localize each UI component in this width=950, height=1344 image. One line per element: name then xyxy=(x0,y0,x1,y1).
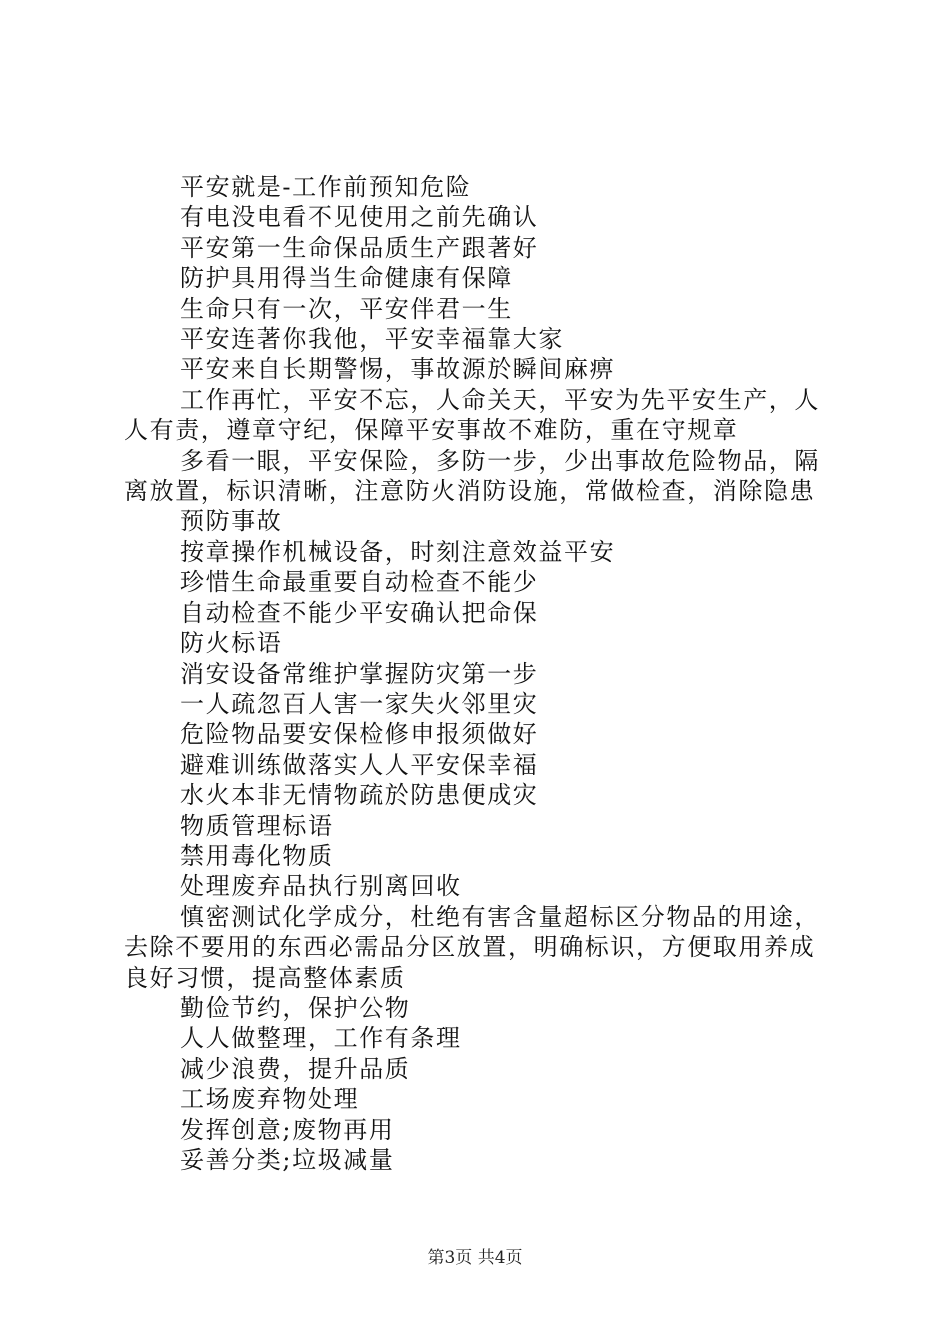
paragraph: 勤俭节约，保护公物 xyxy=(180,993,411,1022)
paragraph: 平安第一生命保品质生产跟著好 xyxy=(180,233,539,262)
paragraph: 禁用毒化物质 xyxy=(180,841,334,870)
paragraph: 平安就是-工作前预知危险 xyxy=(180,173,472,201)
paragraph: 自动检查不能少平安确认把命保 xyxy=(180,598,539,627)
paragraph: 按章操作机械设备，时刻注意效益平安 xyxy=(180,537,616,566)
paragraph: 减少浪费，提升品质 xyxy=(180,1054,411,1083)
paragraph: 生命只有一次，平安伴君一生 xyxy=(180,294,513,323)
section-heading: 工场废弃物处理 xyxy=(180,1085,360,1114)
paragraph: 避难训练做落实人人平安保幸福 xyxy=(180,750,539,779)
paragraph: 发挥创意;废物再用 xyxy=(180,1115,395,1144)
page-footer: 第3页 共4页 xyxy=(427,1248,523,1268)
paragraph: 妥善分类;垃圾减量 xyxy=(180,1146,395,1174)
paragraph: 平安来自长期警惕，事故源於瞬间麻痹 xyxy=(180,355,616,384)
paragraph: 有电没电看不见使用之前先确认 xyxy=(180,203,539,232)
document-body xyxy=(124,172,836,1175)
paragraph: 工作再忙，平安不忘，人命关天，平安为先平安生产，人人有责，遵章守纪，保障平安事故不难防，重在守规章 xyxy=(124,385,820,445)
paragraph: 珍惜生命最重要自动检查不能少 xyxy=(180,568,539,597)
paragraph: 多看一眼，平安保险，多防一步，少出事故危险物品，隔离放置，标识清晰，注意防火消防设施，常做检查，消除隐患 xyxy=(124,446,820,506)
paragraph: 防护具用得当生命健康有保障 xyxy=(180,264,513,293)
paragraph: 消安设备常维护掌握防灾第一步 xyxy=(180,659,539,688)
paragraph: 水火本非无情物疏於防患便成灾 xyxy=(180,781,539,810)
section-heading: 预防事故 xyxy=(180,507,283,536)
paragraph: 慎密测试化学成分，杜绝有害含量超标区分物品的用途，去除不要用的东西必需品分区放置，明确标识，方便取用养成良好习惯，提高整体素质 xyxy=(124,902,820,992)
section-heading: 物质管理标语 xyxy=(180,811,334,840)
paragraph: 处理废弃品执行别离回收 xyxy=(180,872,462,901)
paragraph: 危险物品要安保检修申报须做好 xyxy=(180,720,539,749)
section-heading: 防火标语 xyxy=(180,629,283,658)
paragraph: 平安连著你我他，平安幸福靠大家 xyxy=(180,325,564,354)
paragraph: 一人疏忽百人害一家失火邻里灾 xyxy=(180,689,539,718)
paragraph: 人人做整理，工作有条理 xyxy=(180,1024,462,1053)
